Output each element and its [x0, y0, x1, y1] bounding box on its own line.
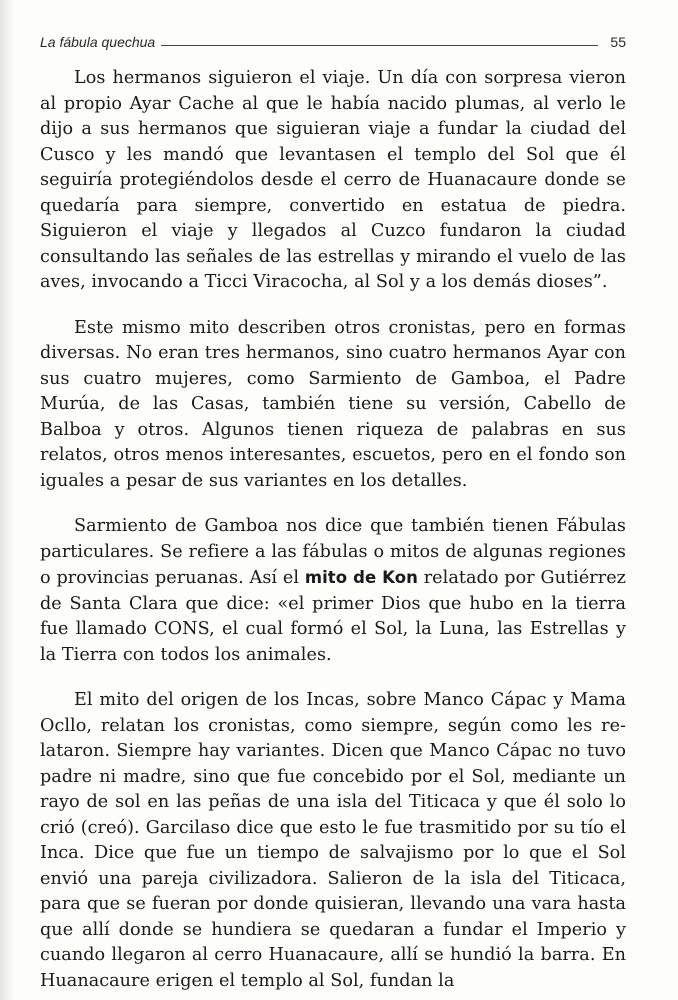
book-title: La fábula quechua — [40, 34, 156, 50]
paragraph-3-text-after: relatado por Gutiérrez de Santa Clara que dice: «el primer Dios que hubo en la tierra fue llamado CONS, el cual formó el Sol, la Luna, las Estrellas y la Tierra con todos los animales. — [40, 568, 626, 665]
paragraph-3-bold-term: mito de Kon — [304, 568, 418, 587]
paragraph-2: Este mismo mito describen otros cronistas, pero en formas diversas. No eran tres hermanos, sino cuatro hermanos Ayar con sus cuatro mujeres, como Sarmiento de Gamboa, el Padre Murúa, de las Casas, también tiene su versión, Cabello de Balboa y otros. Algunos tienen riqueza de palabras en sus relatos, otros menos interesantes, escuetos, pero en el fondo son iguales a pesar de sus variantes en los detalles. — [40, 317, 626, 491]
paragraph-4: El mito del origen de los Incas, sobre Manco Cápac y Mama Ocllo, relatan los cronistas, como siempre, según como les relataron. Siempre hay variantes. Dicen que Manco Cápac no tuvo padre ni madre, sino que fue concebido por el Sol, mediante un rayo de sol en las peñas de una isla del Titicaca y que él solo lo crió (creó). Garcilaso dice que esto le fue trasmitido por su tío el Inca. Dice que fue un tiempo de salvajismo por lo que el Sol envió una pareja civilizadora. Salieron de la isla del Titicaca, para que se fueran por donde quisieran, llevando una vara hasta que allí donde se hundiera se quedaran a fundar el Imperio y cuando llegaron al cerro Huanacaure, allí se hundió la barra. En Huanacaure erigen el templo al Sol, fundan la — [40, 690, 626, 991]
page-number: 55 — [610, 34, 626, 50]
body-text — [40, 66, 626, 1000]
paragraph-3 — [40, 514, 626, 668]
paragraph-3-text-before: Sarmiento de Gamboa nos dice que también tienen Fábulas particulares. Se refiere a las fábulas o mitos de algunas regiones o provincias peruanas. Así el — [40, 516, 626, 588]
paragraph-1: Los hermanos siguieron el viaje. Un día con sorpresa vieron al propio Ayar Cache al que le había nacido plumas, al verlo le dijo a sus hermanos que siguieran viaje a fundar la ciudad del Cusco y les mandó que levantasen el templo del Sol que él seguiría protegiéndolos desde el cerro de Huanacaure donde se quedaría para siempre, convertido en estatua de piedra. Siguieron el viaje y llegados al Cuzco fundaron la ciudad consultando las señales de las estrellas y mirando el vuelo de las aves, invocando a Ticci Viracocha, al Sol y a los demás dioses”. — [40, 68, 626, 292]
running-header — [40, 28, 626, 50]
header-rule — [161, 45, 598, 46]
binding-shadow — [0, 0, 14, 1000]
